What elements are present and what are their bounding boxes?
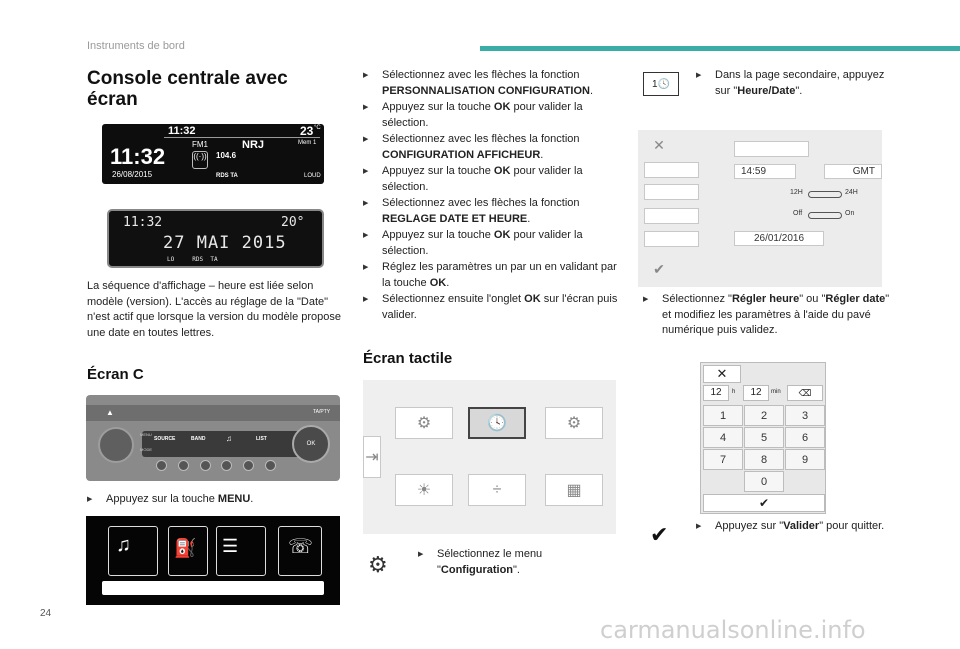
- phone-icon: ☏: [288, 536, 314, 558]
- menu-selection-bar: [102, 581, 324, 595]
- display-temp-unit: °C: [314, 125, 321, 131]
- numpad-key-4[interactable]: 4: [703, 427, 743, 448]
- backspace-icon[interactable]: ⌫: [787, 385, 823, 401]
- step-item: ▶ Réglez les paramètres un par un en validant par la touche OK.: [363, 260, 618, 291]
- calendar-icon[interactable]: ▦: [545, 474, 603, 506]
- heure-date-step: ▶ Dans la page secondaire, appuyez sur "Heure/Date".: [696, 68, 896, 100]
- config-steps: [363, 68, 618, 324]
- numpad-key-6[interactable]: 6: [785, 427, 825, 448]
- preset-button[interactable]: [221, 460, 232, 471]
- numpad-key-1[interactable]: 1: [703, 405, 743, 426]
- settings-gear-icon[interactable]: ⚙: [395, 407, 453, 439]
- date-field[interactable]: 26/01/2016: [734, 231, 824, 246]
- minutes-field[interactable]: 12: [743, 385, 769, 401]
- label-off: Off: [793, 210, 803, 217]
- display2-flags: LO RDS TA: [167, 256, 218, 263]
- step-item: ▶ Sélectionnez ensuite l'onglet OK sur l'écran puis valider.: [363, 292, 618, 323]
- preset-button[interactable]: [243, 460, 254, 471]
- step-item: ▶ Sélectionnez avec les flèches la fonction CONFIGURATION AFFICHEUR.: [363, 132, 618, 163]
- numeric-keypad: [700, 362, 826, 514]
- 12h-24h-toggle[interactable]: [808, 191, 842, 198]
- validate-check-icon[interactable]: ✔: [703, 494, 825, 512]
- menu-screen: [86, 516, 340, 605]
- radio-display-2: [107, 209, 324, 268]
- radio-btn-ok[interactable]: OK: [292, 425, 330, 463]
- volume-knob[interactable]: [98, 427, 134, 463]
- preset-button[interactable]: [265, 460, 276, 471]
- time-field[interactable]: 14:59: [734, 164, 796, 179]
- side-tab[interactable]: [644, 231, 699, 247]
- step-item: ▶ Sélectionnez avec les flèches la fonction PERSONNALISATION CONFIGURATION.: [363, 68, 618, 99]
- step-item: ▶ Appuyez sur la touche OK pour valider la sélection.: [363, 164, 618, 195]
- select-menu-step: ▶ Sélectionnez le menu "Configuration".: [418, 547, 613, 579]
- display2-date: 27 MAI 2015: [163, 233, 287, 253]
- display2-temp: 20°: [281, 215, 305, 230]
- header-accent-bar: [480, 46, 960, 51]
- display-settings-icon[interactable]: ☀: [395, 474, 453, 506]
- display-rds: RDS TA: [216, 173, 238, 179]
- radio-btn-mode[interactable]: MODE: [140, 447, 152, 452]
- numpad-key-2[interactable]: 2: [744, 405, 784, 426]
- fuel-icon: ⛽: [174, 538, 197, 558]
- watermark: carmanualsonline.info: [600, 616, 866, 644]
- music-icon: ♫: [116, 534, 131, 556]
- check-icon[interactable]: ✔: [653, 260, 665, 277]
- display2-time: 11:32: [123, 215, 163, 230]
- radio-btn-source[interactable]: SOURCE: [154, 436, 176, 442]
- preset-button[interactable]: [200, 460, 211, 471]
- preset-button[interactable]: [156, 460, 167, 471]
- regler-step: ▶ Sélectionnez "Régler heure" ou "Régler date" et modifiez les paramètres à l'aide du pavé numérique puis validez.: [643, 292, 893, 340]
- back-icon[interactable]: ⇥: [363, 436, 381, 478]
- radio-btn-band[interactable]: BAND: [191, 436, 206, 442]
- label-24h: 24H: [845, 189, 858, 196]
- step-item: ▶ Appuyez sur la touche OK pour valider la sélection.: [363, 228, 618, 259]
- display-small-time: 11:32: [168, 125, 196, 137]
- valider-step: ▶ Appuyez sur "Valider" pour quitter.: [696, 519, 896, 536]
- close-icon[interactable]: ✕: [703, 365, 741, 383]
- label-on: On: [845, 210, 855, 217]
- numpad-key-7[interactable]: 7: [703, 449, 743, 470]
- eject-icon: ▲: [106, 408, 114, 417]
- configuration-gear-icon: ⚙: [368, 552, 388, 577]
- display-band: FM1: [192, 140, 208, 149]
- signal-icon: ((·)): [192, 151, 208, 169]
- step-item: ▶ Sélectionnez avec les flèches la fonction REGLAGE DATE ET HEURE.: [363, 196, 618, 227]
- display-date: 26/08/2015: [112, 170, 153, 179]
- tab-heure-date[interactable]: [734, 141, 809, 157]
- hours-unit: h: [732, 389, 736, 395]
- touchscreen-menu: [363, 380, 616, 534]
- radio-btn-list[interactable]: LIST: [256, 436, 267, 442]
- display-temp: 23: [300, 124, 314, 138]
- side-tab[interactable]: [644, 184, 699, 200]
- display-freq: 104.6: [216, 151, 237, 160]
- page-title: Console centrale avec écran: [87, 68, 288, 110]
- step-item: ▶ Appuyez sur la touche OK pour valider la sélection.: [363, 100, 618, 131]
- sliders-icon: ☰: [222, 536, 239, 556]
- radio-display-1: [102, 124, 324, 184]
- section-header: Instruments de bord: [87, 40, 185, 52]
- clock-one-icon: 1🕓: [643, 72, 679, 96]
- gmt-toggle[interactable]: [808, 212, 842, 219]
- gmt-field[interactable]: GMT: [824, 164, 882, 179]
- display-station: NRJ: [242, 139, 265, 151]
- radio-faceplate: [86, 395, 340, 481]
- side-tab[interactable]: [644, 162, 699, 178]
- radio-btn-menu[interactable]: MENU: [140, 432, 152, 437]
- clock-config-icon[interactable]: 🕓: [468, 407, 526, 439]
- numpad-key-8[interactable]: 8: [744, 449, 784, 470]
- numpad-key-9[interactable]: 9: [785, 449, 825, 470]
- display-big-time: 11:32: [110, 144, 166, 169]
- numpad-key-5[interactable]: 5: [744, 427, 784, 448]
- radio-btn-music[interactable]: ♫: [226, 434, 232, 443]
- radio-btn-tapty[interactable]: TA/PTY: [313, 409, 331, 415]
- hours-field[interactable]: 12: [703, 385, 729, 401]
- display-mem: Mem 1: [298, 140, 317, 146]
- page-number: 24: [40, 608, 52, 619]
- close-icon[interactable]: ✕: [653, 136, 665, 153]
- display-paragraph: La séquence d'affichage – heure est liée selon modèle (version). L'accès au réglage de la "Date" n'est actif que lorsque la version du modèle propose une date en toutes lettres.: [87, 280, 342, 339]
- preset-button[interactable]: [178, 460, 189, 471]
- calculator-icon[interactable]: ÷: [468, 474, 526, 506]
- tactile-heading: Écran tactile: [363, 350, 453, 367]
- numpad-key-0[interactable]: 0: [744, 471, 784, 492]
- ecran-c-heading: Écran C: [87, 366, 144, 383]
- side-tab[interactable]: [644, 208, 699, 224]
- press-menu-step: ▶ Appuyez sur la touche MENU.: [87, 492, 342, 509]
- language-icon[interactable]: ⚙: [545, 407, 603, 439]
- time-settings-screen: [638, 130, 882, 287]
- display-loud: LOUD: [304, 173, 321, 179]
- label-12h: 12H: [790, 189, 803, 196]
- valider-check-icon: ✔: [650, 522, 669, 547]
- numpad-key-3[interactable]: 3: [785, 405, 825, 426]
- minutes-unit: min: [771, 389, 781, 395]
